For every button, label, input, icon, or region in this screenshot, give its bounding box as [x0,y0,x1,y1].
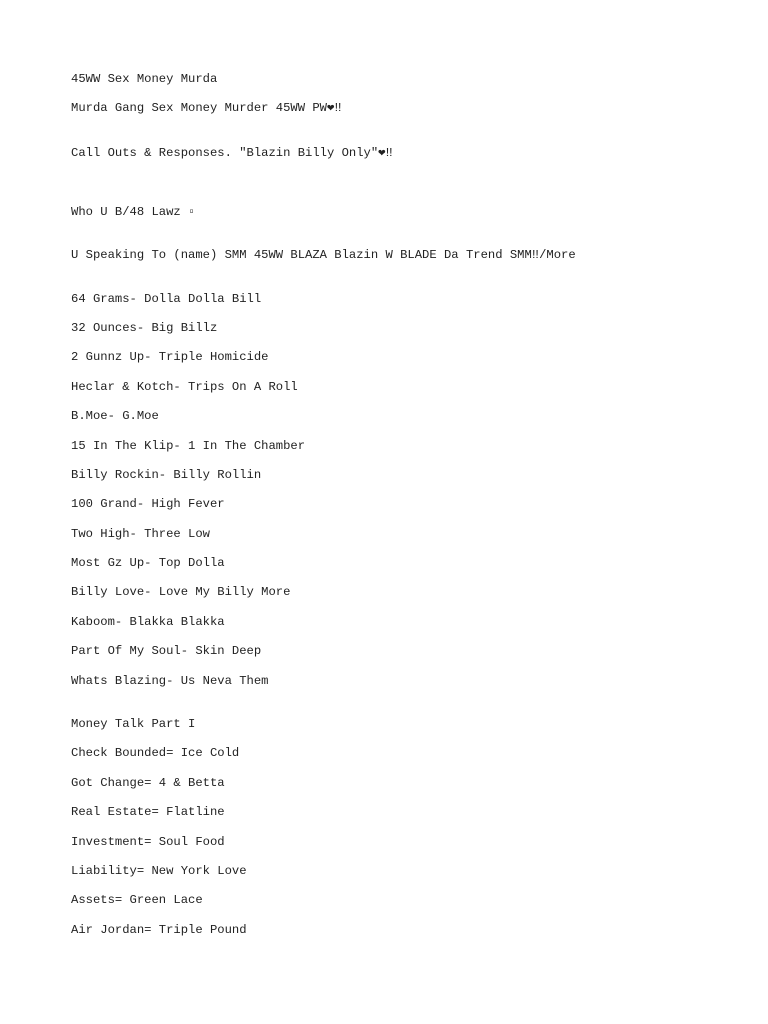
money-talk-line: Assets= Green Lace [71,893,203,907]
response-line: Kaboom- Blakka Blakka [71,615,225,629]
money-talk-line: Check Bounded= Ice Cold [71,746,240,760]
response-line: 15 In The Klip- 1 In The Chamber [71,439,306,453]
response-line: Billy Rockin- Billy Rollin [71,468,262,482]
callout-answer: U Speaking To (name) SMM 45WW BLAZA Blazin W BLADE Da Trend SMM‼/More [71,248,576,262]
response-line: Whats Blazing- Us Neva Them [71,674,269,688]
response-line: Two High- Three Low [71,527,210,541]
response-line: 32 Ounces- Big Billz [71,321,218,335]
money-talk-line: Real Estate= Flatline [71,805,225,819]
response-line: Part Of My Soul- Skin Deep [71,644,262,658]
document-title: 45WW Sex Money Murda [71,72,218,86]
money-talk-line: Got Change= 4 & Betta [71,776,225,790]
document-subtitle: Murda Gang Sex Money Murder 45WW PW❤‼ [71,101,342,115]
money-talk-line: Air Jordan= Triple Pound [71,923,247,937]
response-line: 64 Grams- Dolla Dolla Bill [71,292,262,306]
response-line: Heclar & Kotch- Trips On A Roll [71,380,298,394]
response-line: Billy Love- Love My Billy More [71,585,291,599]
response-line: 2 Gunnz Up- Triple Homicide [71,350,269,364]
response-line: Most Gz Up- Top Dolla [71,556,225,570]
response-line: B.Moe- G.Moe [71,409,159,423]
money-talk-heading: Money Talk Part I [71,717,196,731]
callout-question: Who U B/48 Lawz ▫ [71,205,196,219]
money-talk-line: Liability= New York Love [71,864,247,878]
response-line: 100 Grand- High Fever [71,497,225,511]
money-talk-line: Investment= Soul Food [71,835,225,849]
callouts-heading: Call Outs & Responses. "Blazin Billy Only"❤‼ [71,146,393,160]
